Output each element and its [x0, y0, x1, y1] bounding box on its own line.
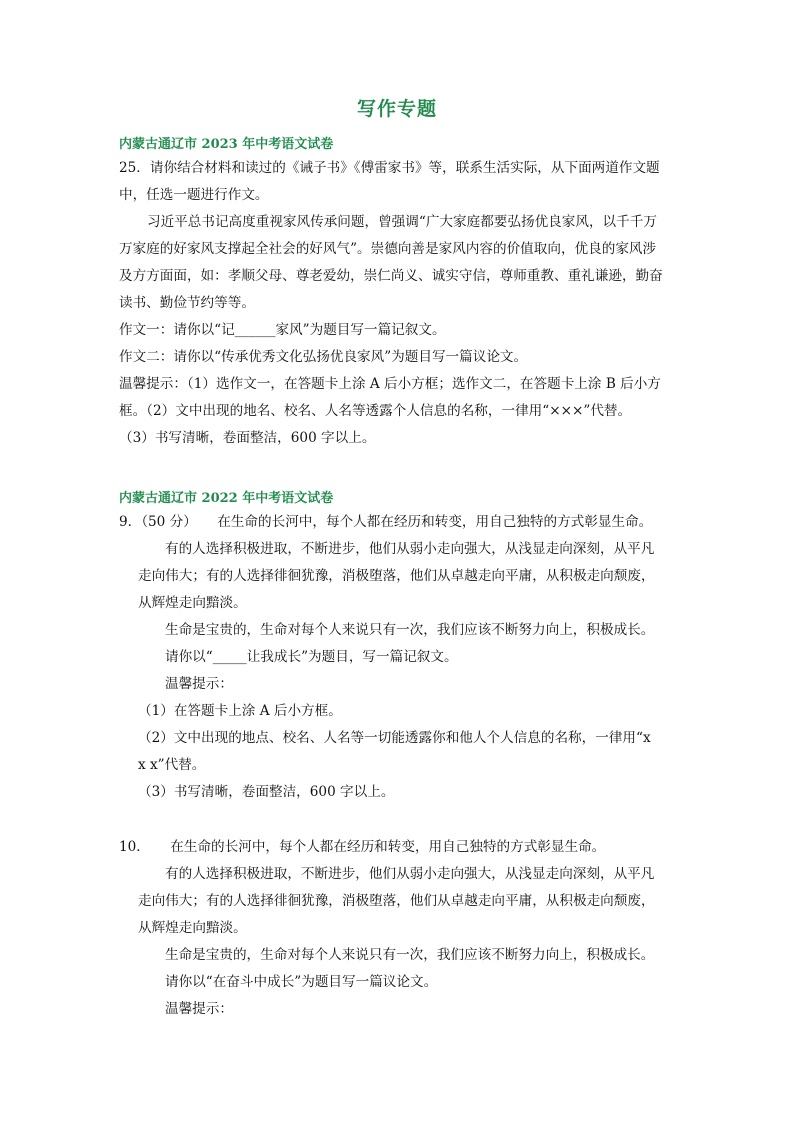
section-1-line: 框。（2）文中出现的地名、校名、人名等透露个人信息的名称，一律用“×××”代替。 — [119, 403, 632, 419]
section-2-source: 内蒙古通辽市 2022 年中考语文试卷 — [119, 491, 334, 506]
section-1-line: 25．请你结合材料和读过的《诫子书》《傅雷家书》等，联系生活实际，从下面两道作文题 — [119, 160, 660, 176]
section-2-line: 从辉煌走向黯淡。 — [138, 595, 247, 611]
section-2-line: x x”代替。 — [138, 757, 206, 773]
section-3-line: 从辉煌走向黯淡。 — [138, 920, 247, 936]
section-1-line: 作文二：请你以“传承优秀文化弘扬优良家风”为题目写一篇议论文。 — [119, 349, 528, 365]
section-2-line: 有的人选择积极进取，不断进步，他们从弱小走向强大，从浅显走向深刻，从平凡 — [165, 541, 655, 557]
section-1-line: （3）书写清晰，卷面整洁，600 字以上。 — [119, 430, 376, 446]
section-1-line: 及方方面面，如：孝顺父母、尊老爱幼，崇仁尚义、诚实守信，尊师重教、重礼谦逊，勤奋 — [119, 268, 663, 284]
section-3-line: 温馨提示： — [165, 1001, 233, 1017]
section-1-line: 作文一：请你以“记______家风”为题目写一篇记叙文。 — [119, 322, 446, 338]
section-3-line: 有的人选择积极进取，不断进步，他们从弱小走向强大，从浅显走向深刻，从平凡 — [165, 866, 655, 882]
section-2-line: （2）文中出现的地点、校名、人名等一切能透露你和他人个人信息的名称，一律用“x — [138, 730, 651, 746]
section-3-line: 10． 在生命的长河中，每个人都在经历和转变，用自己独特的方式彰显生命。 — [119, 839, 606, 855]
section-3-line: 请你以“在奋斗中成长”为题目写一篇议论文。 — [165, 974, 438, 990]
section-2-line: 温馨提示： — [165, 676, 233, 692]
section-2-line: 走向伟大；有的人选择徘徊犹豫，消极堕落，他们从卓越走向平庸，从积极走向颓废， — [138, 568, 655, 584]
section-3-line: 走向伟大；有的人选择徘徊犹豫，消极堕落，他们从卓越走向平庸，从积极走向颓废， — [138, 893, 655, 909]
section-3-line: 生命是宝贵的，生命对每个人来说只有一次，我们应该不断努力向上，积极成长。 — [165, 947, 655, 963]
section-1-line: 万家庭的好家风支撑起全社会的好风气”。崇德向善是家风内容的价值取向，优良的家风涉 — [119, 241, 657, 257]
section-2-line: 生命是宝贵的，生命对每个人来说只有一次，我们应该不断努力向上，积极成长。 — [165, 622, 655, 638]
section-2-line: （3）书写清晰，卷面整洁，600 字以上。 — [138, 784, 395, 800]
page-title: 写作专题 — [356, 98, 437, 120]
section-1-source: 内蒙古通辽市 2023 年中考语文试卷 — [119, 137, 334, 152]
section-2-line: （1）在答题卡上涂 A 后小方框。 — [138, 703, 342, 719]
section-2-line: 9．（50 分） 在生命的长河中，每个人都在经历和转变，用自己独特的方式彰显生命。 — [119, 514, 653, 530]
section-1-line: 习近平总书记高度重视家风传承问题，曾强调“广大家庭都要弘扬优良家风，以千千万 — [147, 214, 657, 230]
section-1-line: 中，任选一题进行作文。 — [119, 187, 269, 203]
section-2-line: 请你以“_____让我成长”为题目，写一篇记叙文。 — [165, 649, 458, 665]
section-1-line: 读书、勤俭节约等等。 — [119, 295, 255, 311]
section-1-line: 温馨提示：（1）选作文一，在答题卡上涂 A 后小方框；选作文二，在答题卡上涂 B 后小方 — [119, 376, 661, 392]
